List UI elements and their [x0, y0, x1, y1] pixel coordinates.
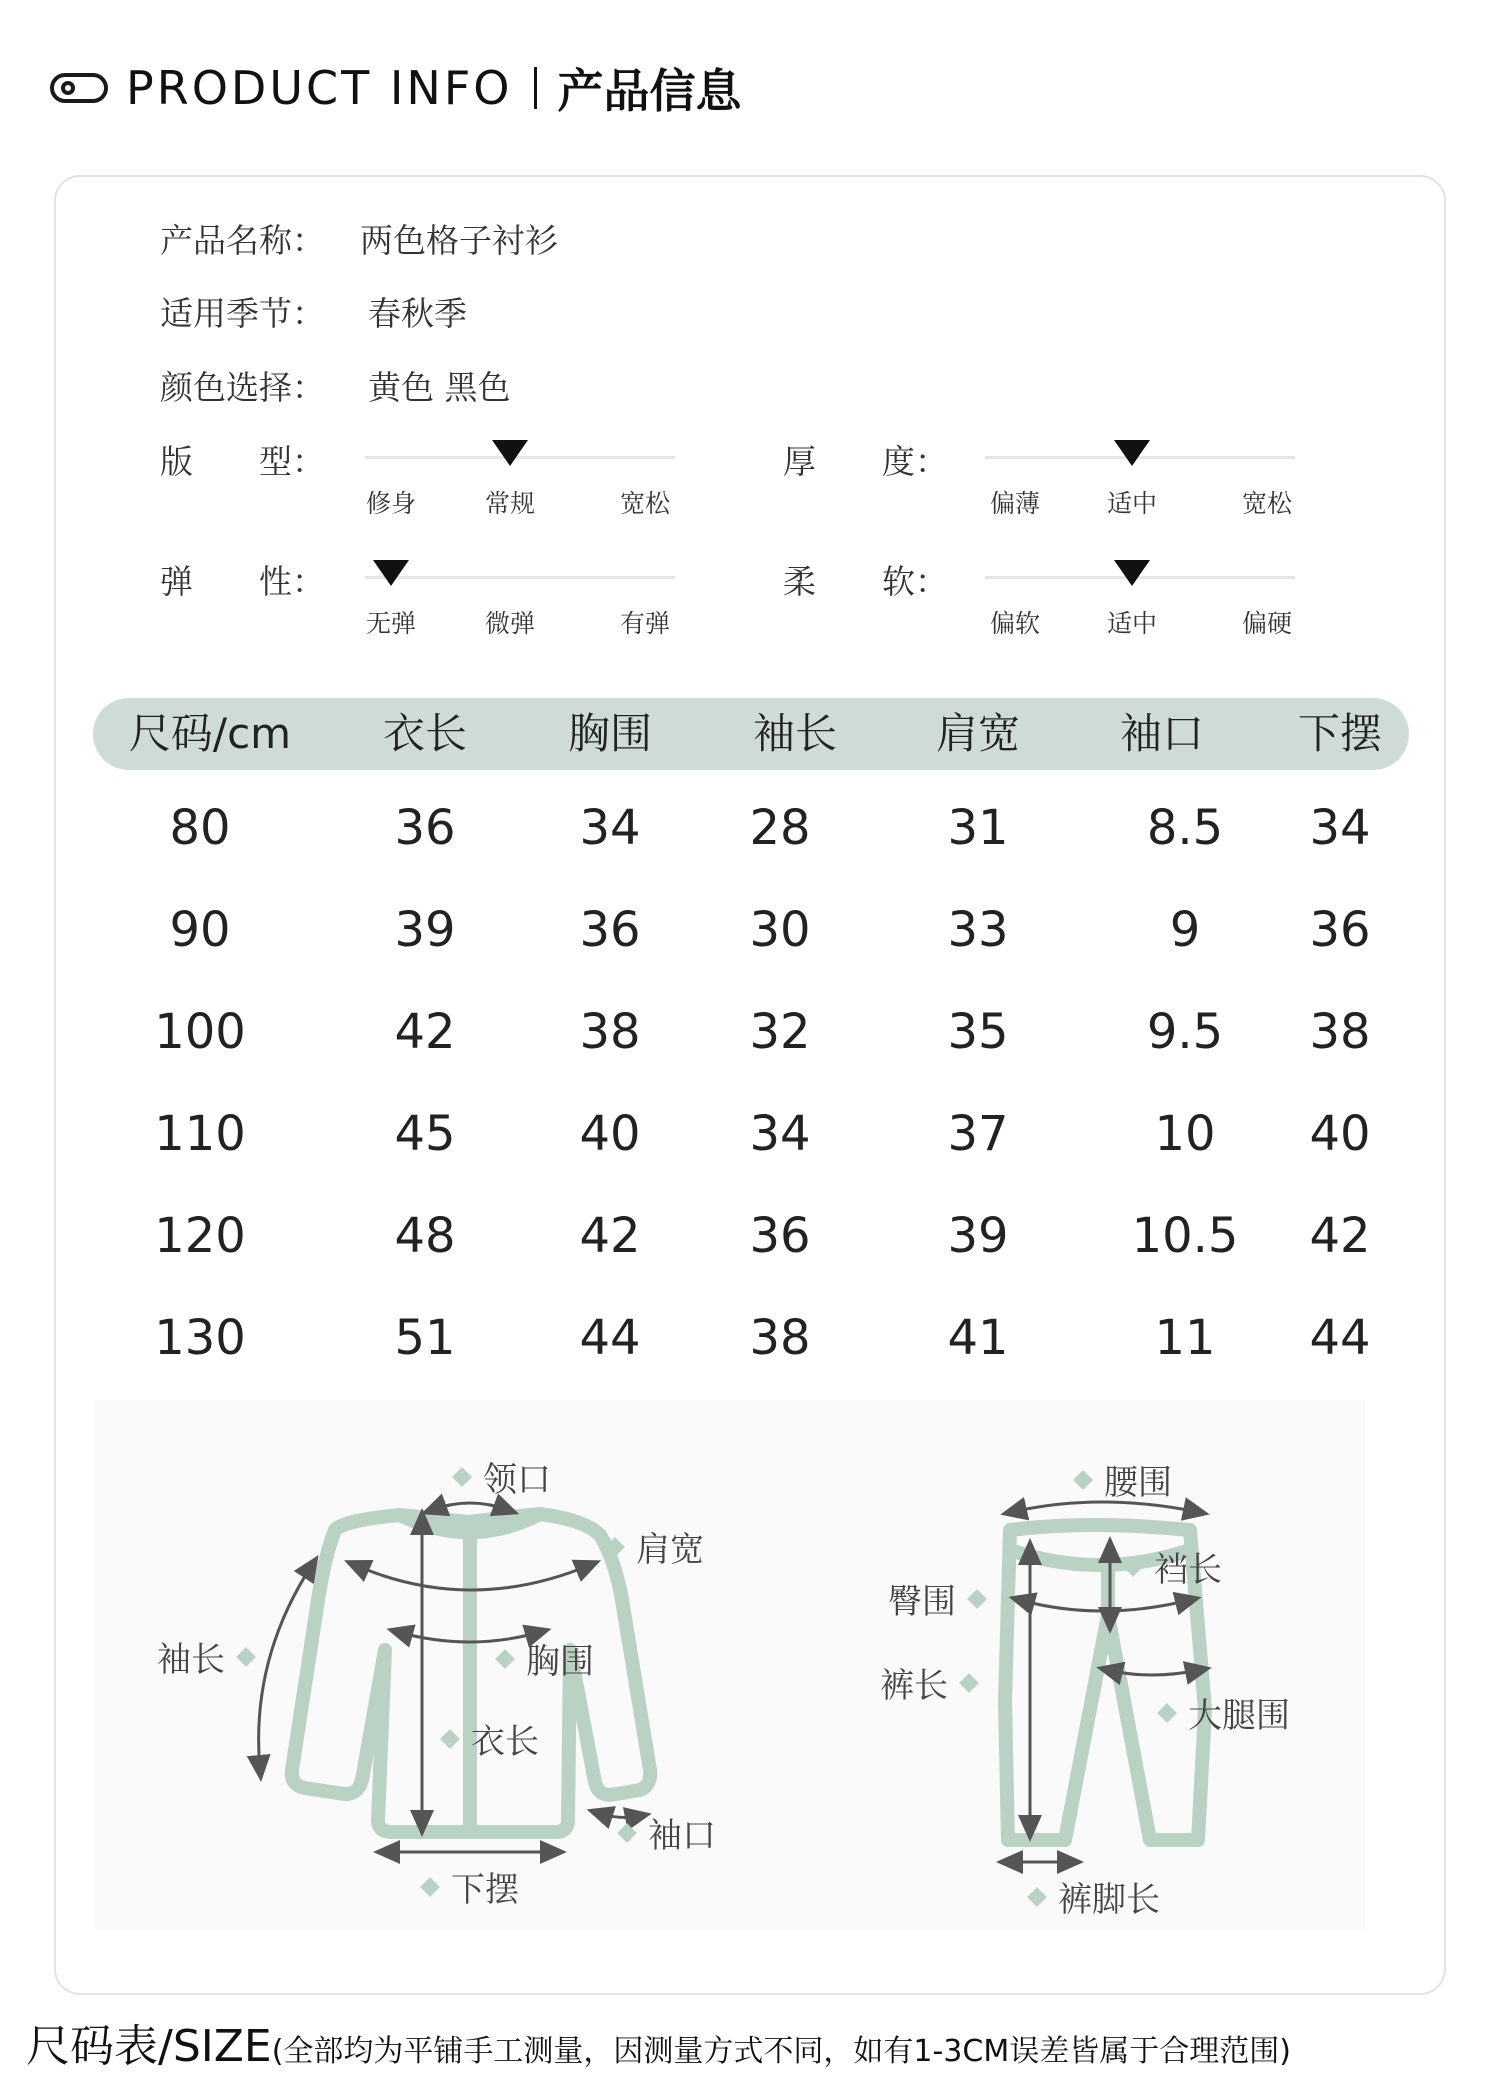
scale-tick: 修身	[365, 489, 417, 518]
label-thigh	[1160, 1688, 1290, 1737]
table-cell: 36	[749, 1208, 811, 1264]
table-cell: 31	[947, 800, 1009, 856]
scale-marker	[1114, 440, 1150, 466]
label-rise	[1126, 1542, 1222, 1591]
diamond-icon	[1073, 1470, 1093, 1490]
diamond-icon	[1123, 1557, 1143, 1577]
diamond-icon	[236, 1647, 256, 1667]
table-cell: 9.5	[1146, 1004, 1224, 1060]
table-cell: 42	[1309, 1208, 1371, 1264]
scale-tick: 微弹	[484, 609, 536, 638]
scale-tick: 有弹	[619, 609, 671, 638]
table-cell: 48	[394, 1208, 456, 1264]
scale-thickness	[985, 440, 1295, 518]
page-header	[50, 58, 741, 118]
table-cell: 36	[394, 800, 456, 856]
scale-label-softness: 柔 软：	[783, 562, 948, 601]
table-cell: 36	[579, 902, 641, 958]
label-text: 臀围	[888, 1582, 956, 1622]
diamond-icon	[420, 1877, 440, 1897]
table-cell: 33	[947, 902, 1009, 958]
scale-tick: 常规	[484, 489, 536, 518]
label-length	[443, 1714, 539, 1763]
table-cell: 30	[749, 902, 811, 958]
toggle-icon	[50, 73, 108, 103]
diagram-background	[95, 1400, 1365, 1930]
table-cell: 41	[947, 1310, 1009, 1366]
table-cell: 39	[947, 1208, 1009, 1264]
table-cell: 40	[1309, 1106, 1371, 1162]
scale-marker	[492, 440, 528, 466]
diamond-icon	[617, 1823, 637, 1843]
table-header-cell: 袖口	[1119, 709, 1205, 758]
diamond-icon	[495, 1649, 515, 1669]
table-cell: 34	[579, 800, 641, 856]
table-cell: 100	[154, 1004, 246, 1060]
label-text: 衣长	[471, 1722, 539, 1762]
scale-tick: 无弹	[365, 609, 417, 638]
label-text: 裤脚长	[1058, 1880, 1160, 1920]
info-label: 产品名称：	[160, 221, 325, 260]
diamond-icon	[1027, 1887, 1047, 1907]
header-title-cn: 产品信息	[557, 64, 742, 118]
label-text: 袖长	[157, 1640, 225, 1680]
table-cell: 11	[1154, 1310, 1216, 1366]
table-header-cell: 袖长	[752, 709, 838, 758]
scale-tick: 宽松	[619, 489, 671, 518]
table-cell: 9	[1169, 902, 1201, 958]
table-cell: 36	[1309, 902, 1371, 958]
label-text: 肩宽	[636, 1530, 704, 1570]
label-text: 裤长	[880, 1666, 948, 1706]
scale-tick: 偏薄	[989, 489, 1041, 518]
label-text: 领口	[483, 1460, 551, 1500]
diamond-icon	[452, 1467, 472, 1487]
label-cuff	[620, 1808, 716, 1857]
table-cell: 34	[749, 1106, 811, 1162]
table-cell: 28	[749, 800, 811, 856]
table-cell: 37	[947, 1106, 1009, 1162]
info-row-season	[160, 288, 467, 335]
table-header-cell: 肩宽	[935, 709, 1021, 758]
diamond-icon	[959, 1673, 979, 1693]
table-header-cell: 胸围	[567, 709, 653, 758]
scale-tick: 适中	[1106, 609, 1158, 638]
table-cell: 80	[169, 800, 231, 856]
label-pants-length	[880, 1658, 976, 1707]
table-cell: 51	[394, 1310, 456, 1366]
table-cell: 44	[1309, 1310, 1371, 1366]
diamond-icon	[1157, 1703, 1177, 1723]
label-text: 胸围	[526, 1642, 594, 1682]
scale-marker	[1114, 560, 1150, 586]
table-cell: 44	[579, 1310, 641, 1366]
label-text: 大腿围	[1188, 1696, 1290, 1736]
table-cell: 110	[154, 1106, 246, 1162]
label-waist	[1076, 1455, 1172, 1504]
table-cell: 90	[169, 902, 231, 958]
scale-marker	[373, 560, 409, 586]
table-header-cell: 衣长	[382, 709, 468, 758]
info-value: 春秋季	[368, 294, 467, 333]
table-cell: 39	[394, 902, 456, 958]
table-cell: 8.5	[1146, 800, 1224, 856]
label-hip	[888, 1574, 984, 1623]
table-cell: 10.5	[1131, 1208, 1239, 1264]
table-cell: 10	[1154, 1106, 1216, 1162]
scale-tick: 偏硬	[1241, 609, 1293, 638]
header-divider	[534, 67, 537, 109]
footer-note	[26, 2010, 1291, 2074]
table-cell: 38	[749, 1310, 811, 1366]
scale-line	[365, 576, 675, 579]
label-text: 裆长	[1154, 1550, 1222, 1590]
table-cell: 38	[579, 1004, 641, 1060]
table-cell: 32	[749, 1004, 811, 1060]
scale-tick: 偏软	[989, 609, 1041, 638]
scale-label-fit: 版 型：	[160, 442, 325, 481]
table-cell: 38	[1309, 1004, 1371, 1060]
info-row-name	[160, 215, 558, 262]
table-header-cell: 下摆	[1297, 709, 1383, 758]
table-cell: 35	[947, 1004, 1009, 1060]
label-leg-opening	[1030, 1872, 1160, 1921]
label-shoulder	[608, 1522, 704, 1571]
scale-softness	[985, 560, 1295, 638]
label-text: 腰围	[1104, 1463, 1172, 1503]
info-label: 适用季节：	[160, 294, 325, 333]
label-sleeve	[157, 1632, 253, 1681]
scale-label-thickness: 厚 度：	[783, 442, 948, 481]
table-cell: 42	[394, 1004, 456, 1060]
footer-title: 尺码表/SIZE	[26, 2021, 272, 2072]
scale-label-elasticity: 弹 性：	[160, 562, 325, 601]
table-cell: 42	[579, 1208, 641, 1264]
label-text: 袖口	[648, 1816, 716, 1856]
table-header-cell: 尺码/cm	[128, 709, 292, 758]
diamond-icon	[440, 1729, 460, 1749]
scale-elasticity	[365, 560, 675, 638]
label-chest	[498, 1634, 594, 1683]
diamond-icon	[605, 1537, 625, 1557]
table-cell: 40	[579, 1106, 641, 1162]
table-cell: 130	[154, 1310, 246, 1366]
table-cell: 120	[154, 1208, 246, 1264]
header-title-en: PRODUCT INFO	[126, 61, 513, 115]
info-value: 黄色 黑色	[368, 368, 511, 407]
scale-tick: 宽松	[1241, 489, 1293, 518]
info-label: 颜色选择：	[160, 368, 325, 407]
scale-fit	[365, 440, 675, 518]
diamond-icon	[967, 1589, 987, 1609]
label-text: 下摆	[451, 1870, 519, 1910]
scale-tick: 适中	[1106, 489, 1158, 518]
table-cell: 34	[1309, 800, 1371, 856]
label-hem	[423, 1862, 519, 1911]
info-row-color	[160, 362, 511, 409]
table-cell: 45	[394, 1106, 456, 1162]
footer-disclaimer: (全部均为平铺手工测量，因测量方式不同，如有1-3CM误差皆属于合理范围)	[271, 2034, 1291, 2069]
label-collar	[455, 1452, 551, 1501]
info-value: 两色格子衬衫	[360, 221, 558, 260]
